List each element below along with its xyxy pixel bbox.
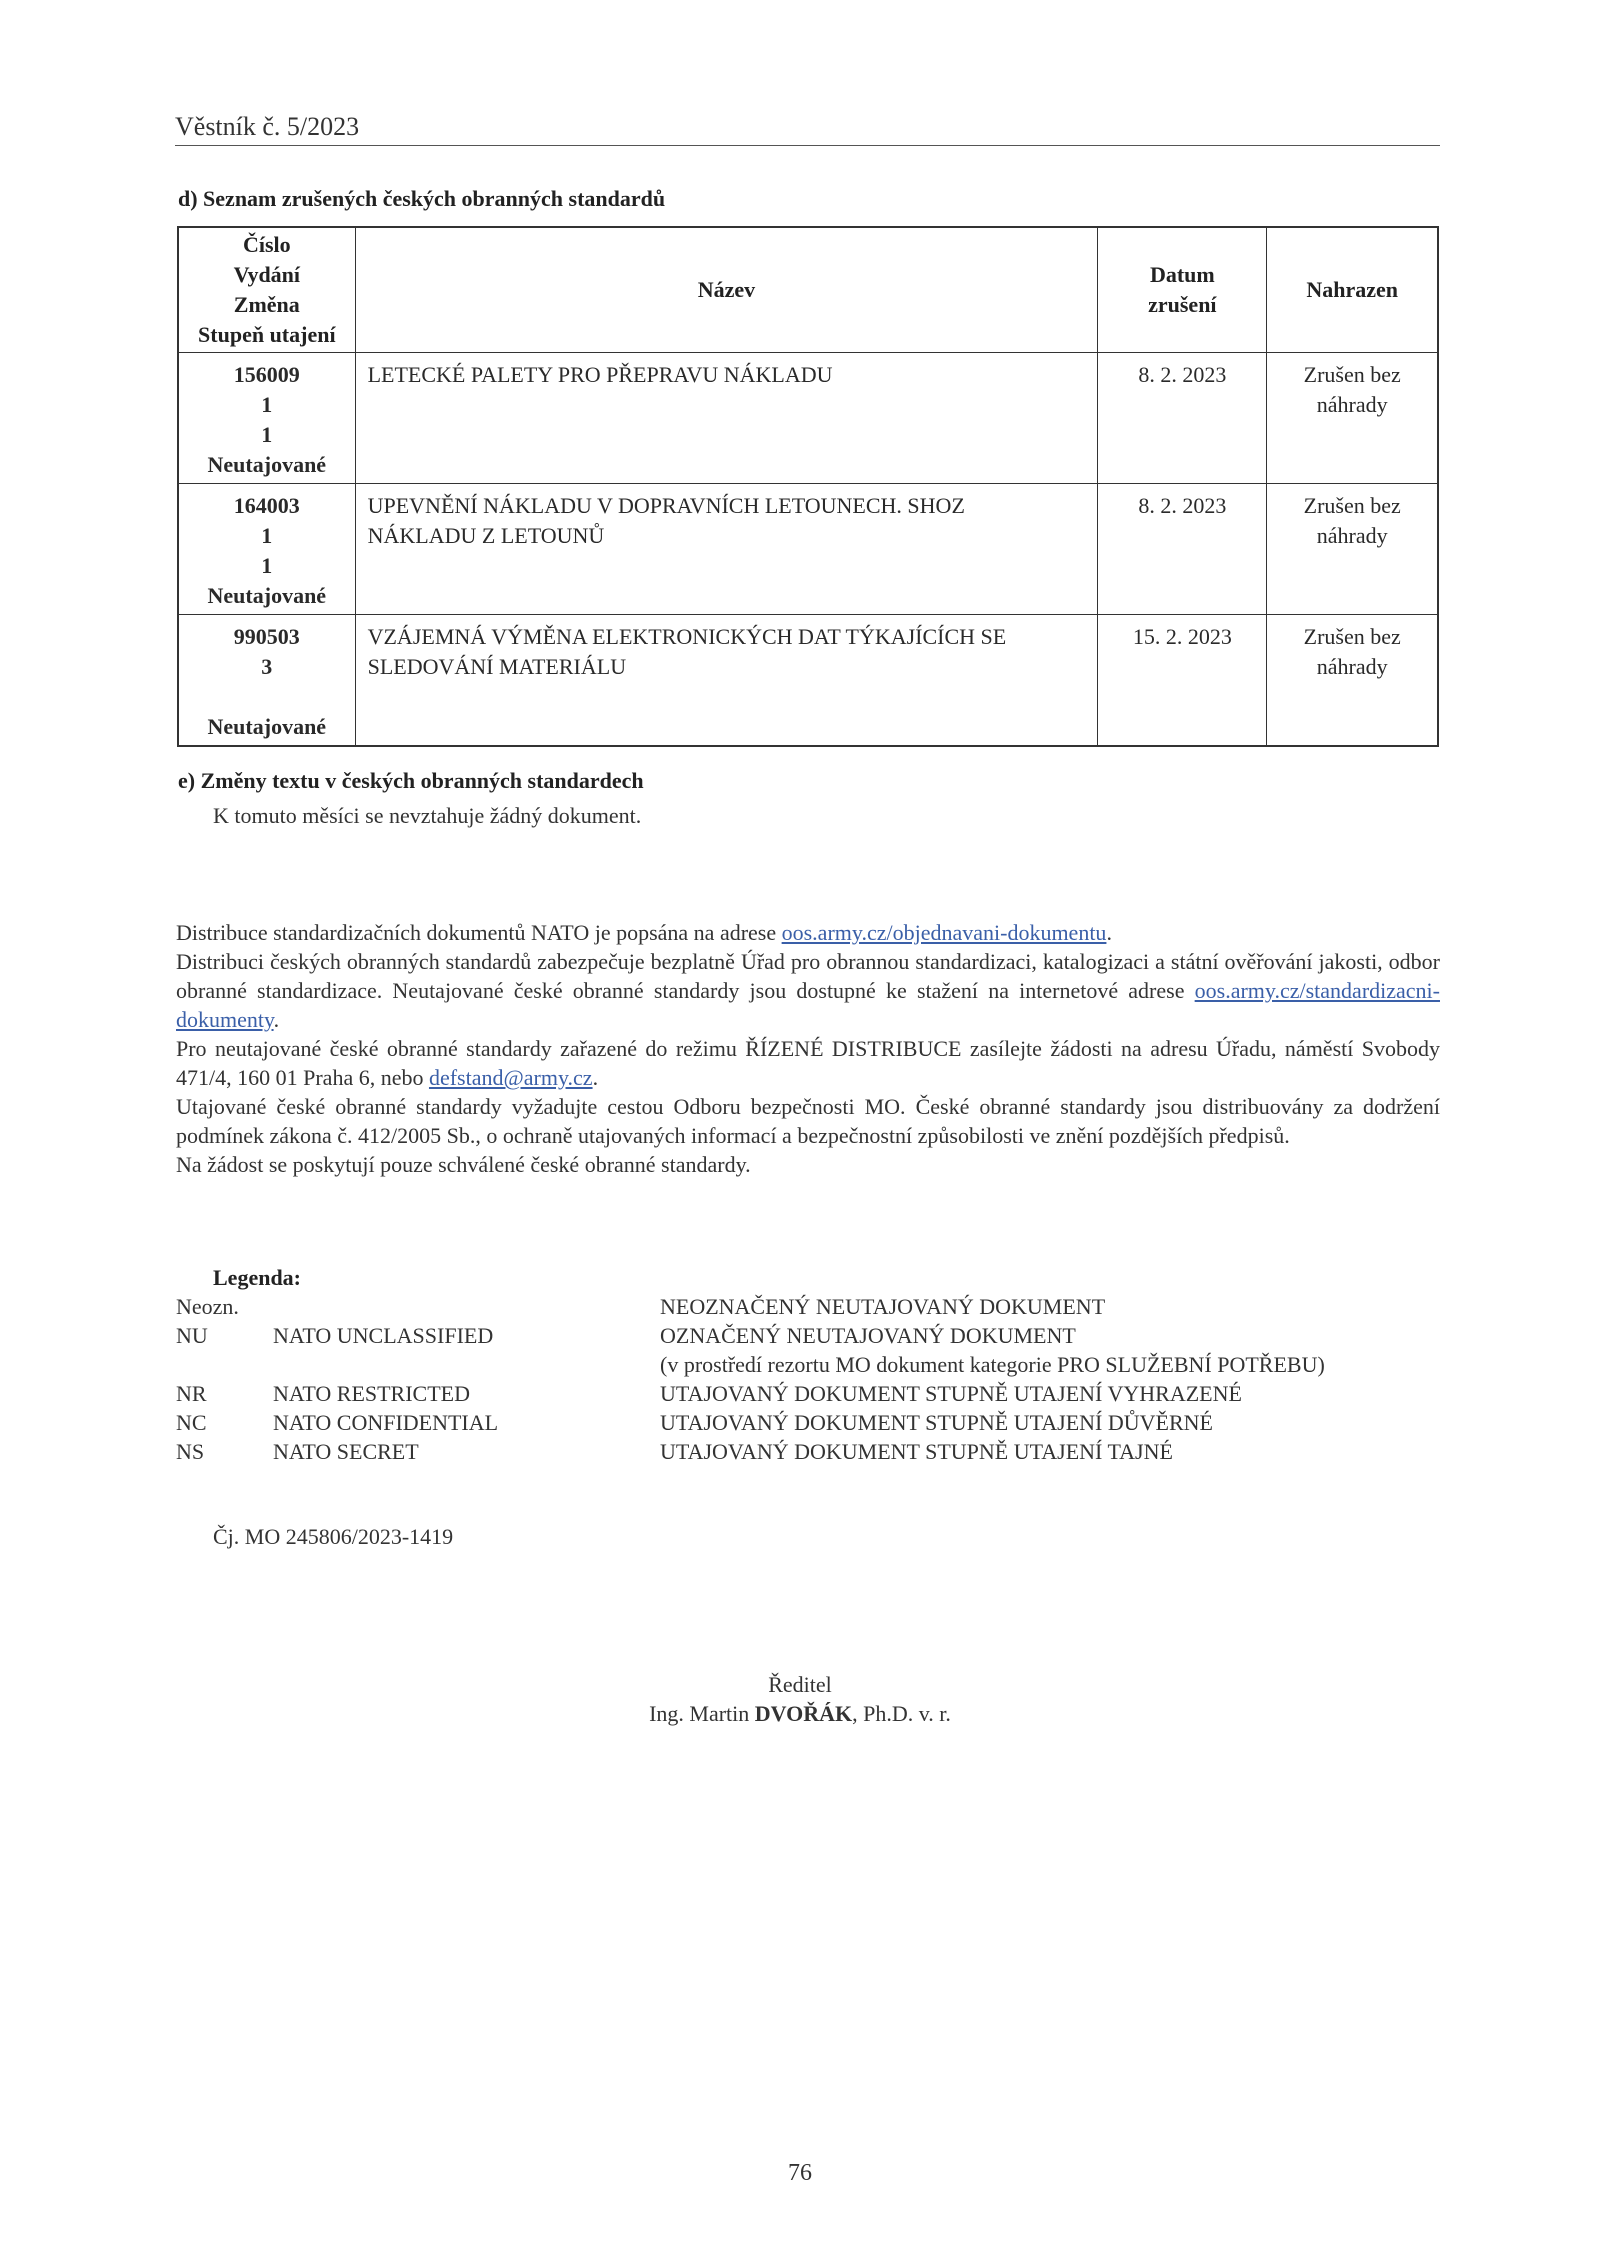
- table-row: [178, 615, 1438, 747]
- legend-row: NC NATO CONFIDENTIAL UTAJOVANÝ DOKUMENT STUPNĚ UTAJENÍ DŮVĚRNÉ: [176, 1410, 1213, 1435]
- info-paragraph: Distribuce standardizačních dokumentů NATO je popsána na adrese oos.army.cz/objednavani-dokumentu.: [176, 920, 1112, 945]
- standards-download-link[interactable]: oos.army.cz/standardizacni-dokumenty: [176, 978, 1440, 1032]
- info-paragraph: Pro neutajované české obranné standardy zařazené do režimu ŘÍZENÉ DISTRIBUCE zasílejte žádosti na adresu Úřadu, náměstí Svobody 471/4, 160 01 Praha 6, nebo defstand@army.cz.: [176, 1036, 1440, 1090]
- legend-row: Neozn. NEOZNAČENÝ NEUTAJOVANÝ DOKUMENT: [176, 1294, 1106, 1319]
- signatory-role: Ředitel: [768, 1672, 832, 1697]
- info-paragraph: Na žádost se poskytují pouze schválené české obranné standardy.: [176, 1152, 751, 1177]
- cancel-date-cell: 15. 2. 2023: [1098, 615, 1267, 747]
- table-header-row: [178, 227, 1438, 353]
- legend: [176, 1292, 1440, 1466]
- replaced-cell: Zrušen bez náhrady: [1267, 484, 1438, 615]
- reference-number: Čj. MO 245806/2023-1419: [213, 1524, 454, 1549]
- page-header: [175, 112, 1440, 146]
- legend-row: NU NATO UNCLASSIFIED OZNAČENÝ NEUTAJOVANÝ DOKUMENT: [176, 1323, 1076, 1348]
- standard-id-cell: 990503 3 Neutajované: [178, 615, 355, 747]
- col-header-replaced: Nahrazen: [1267, 227, 1438, 353]
- legend-row: NS NATO SECRET UTAJOVANÝ DOKUMENT STUPNĚ UTAJENÍ TAJNÉ: [176, 1439, 1173, 1464]
- standard-name-cell: LETECKÉ PALETY PRO PŘEPRAVU NÁKLADU: [355, 353, 1098, 484]
- nato-docs-link[interactable]: oos.army.cz/objednavani-dokumentu: [781, 920, 1107, 945]
- legend-row: NR NATO RESTRICTED UTAJOVANÝ DOKUMENT STUPNĚ UTAJENÍ VYHRAZENÉ: [176, 1381, 1242, 1406]
- legend-title: Legenda:: [213, 1265, 301, 1290]
- page-number: 76: [788, 2160, 812, 2186]
- replaced-cell: Zrušen bez náhrady: [1267, 615, 1438, 747]
- standard-name-cell: UPEVNĚNÍ NÁKLADU V DOPRAVNÍCH LETOUNECH. SHOZ NÁKLADU Z LETOUNŮ: [355, 484, 1098, 615]
- bulletin-title: Věstník č. 5/2023: [175, 112, 360, 141]
- table-row: [178, 484, 1438, 615]
- standard-id-cell: 156009 1 1 Neutajované: [178, 353, 355, 484]
- section-d-title: d) Seznam zrušených českých obranných standardů: [178, 186, 666, 211]
- replaced-cell: Zrušen bez náhrady: [1267, 353, 1438, 484]
- standard-id-cell: 164003 1 1 Neutajované: [178, 484, 355, 615]
- cancel-date-cell: 8. 2. 2023: [1098, 484, 1267, 615]
- cancel-date-cell: 8. 2. 2023: [1098, 353, 1267, 484]
- defstand-email-link[interactable]: defstand@army.cz: [428, 1065, 593, 1090]
- cancelled-standards-table: [177, 226, 1439, 747]
- info-paragraph: Distribuci českých obranných standardů zabezpečuje bezplatně Úřad pro obrannou standardizaci, katalogizaci a státní ověřování jakosti, odbor obranné standardizace. Neutajované české obranné standardy jsou dostupné ke stažení na internetové adrese oos.army.cz/standardizacni-dokumenty.: [176, 949, 1440, 1032]
- col-header-name: Název: [355, 227, 1098, 353]
- signatory-name: Ing. Martin DVOŘÁK, Ph.D. v. r.: [649, 1701, 951, 1726]
- section-e-text: K tomuto měsíci se nevztahuje žádný dokument.: [213, 803, 642, 828]
- distribution-info: [176, 918, 1440, 1179]
- legend-row: (v prostředí rezortu MO dokument kategorie PRO SLUŽEBNÍ POTŘEBU): [660, 1352, 1325, 1377]
- table-row: [178, 353, 1438, 484]
- standard-name-cell: VZÁJEMNÁ VÝMĚNA ELEKTRONICKÝCH DAT TÝKAJÍCÍCH SE SLEDOVÁNÍ MATERIÁLU: [355, 615, 1098, 747]
- section-e-title: e) Změny textu v českých obranných standardech: [178, 768, 644, 793]
- info-paragraph: Utajované české obranné standardy vyžadujte cestou Odboru bezpečnosti MO. České obranné standardy jsou distribuovány za dodržení podmínek zákona č. 412/2005 Sb., o ochraně utajovaných informací a bezpečnostní způsobilosti ve znění pozdějších předpisů.: [176, 1094, 1440, 1148]
- col-header-id: Číslo Vydání Změna Stupeň utajení: [178, 227, 355, 353]
- col-header-date: Datum zrušení: [1098, 227, 1267, 353]
